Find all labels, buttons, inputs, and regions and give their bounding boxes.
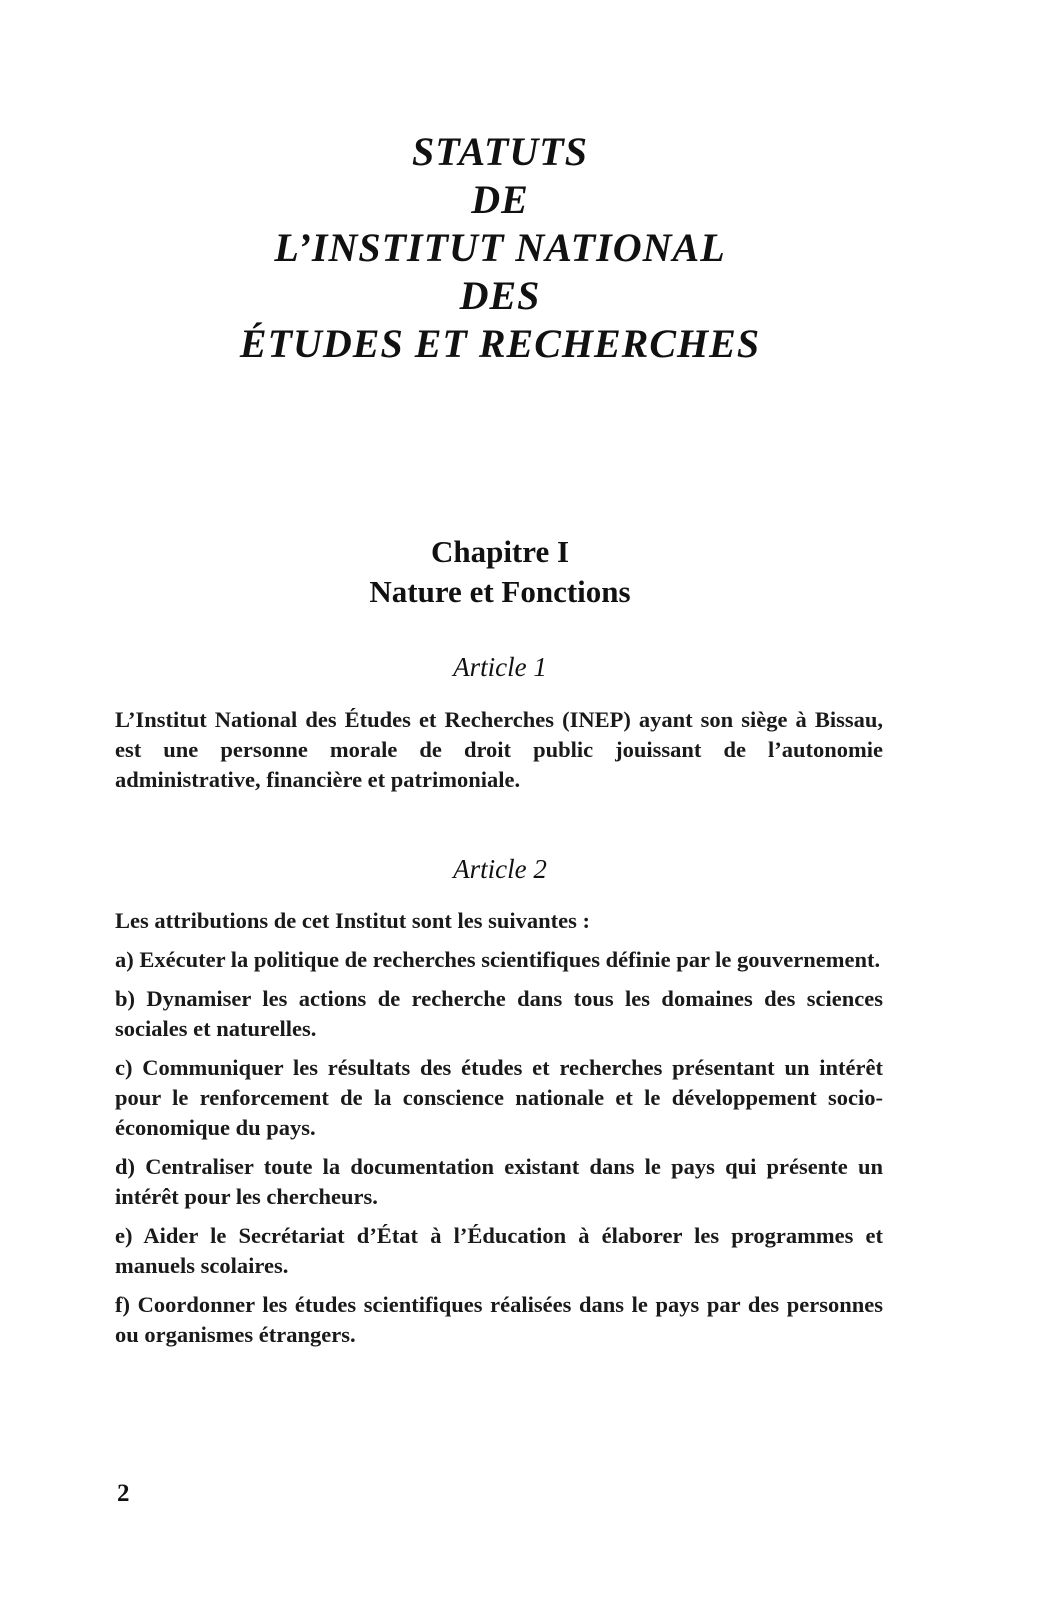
chapter-number: Chapitre I	[430, 534, 570, 569]
title-line: DE	[471, 177, 529, 222]
article-2-intro: Les attributions de cet Institut sont les suivantes :	[115, 908, 591, 933]
article-2-item: f) Coordonner les études scientifiques réalisées dans le pays par des personnes ou organismes étrangers.	[115, 1292, 883, 1347]
document-title	[0, 128, 1000, 368]
title-line: STATUTS	[412, 129, 588, 174]
page-number: 2	[117, 1480, 130, 1507]
article-1-paragraph: L’Institut National des Études et Recherches (INEP) ayant son siège à Bissau, est une personne morale de droit public jouissant de l’autonomie administrative, financière et patrimoniale.	[115, 707, 883, 792]
article-2-item: d) Centraliser toute la documentation existant dans le pays qui présente un intérêt pour les chercheurs.	[115, 1154, 883, 1209]
article-2-heading: Article 2	[453, 854, 547, 884]
article-2-item: e) Aider le Secrétariat d’État à l’Éducation à élaborer les programmes et manuels scolaires.	[115, 1223, 883, 1278]
chapter-heading	[0, 532, 1000, 612]
article-2-text	[115, 906, 883, 1359]
title-line: DES	[459, 273, 541, 318]
article-1-text	[115, 705, 883, 804]
chapter-title: Nature et Fonctions	[369, 574, 631, 609]
article-1-heading: Article 1	[453, 652, 547, 682]
article-2-item: c) Communiquer les résultats des études et recherches présentant un intérêt pour le renforcement de la conscience nationale et le développement socio-économique du pays.	[115, 1055, 883, 1140]
article-2-item: a) Exécuter la politique de recherches scientifiques définie par le gouvernement.	[115, 947, 881, 972]
article-2-item: b) Dynamiser les actions de recherche dans tous les domaines des sciences sociales et naturelles.	[115, 986, 883, 1041]
title-line: ÉTUDES ET RECHERCHES	[239, 321, 761, 366]
title-line: L’INSTITUT NATIONAL	[274, 225, 726, 270]
